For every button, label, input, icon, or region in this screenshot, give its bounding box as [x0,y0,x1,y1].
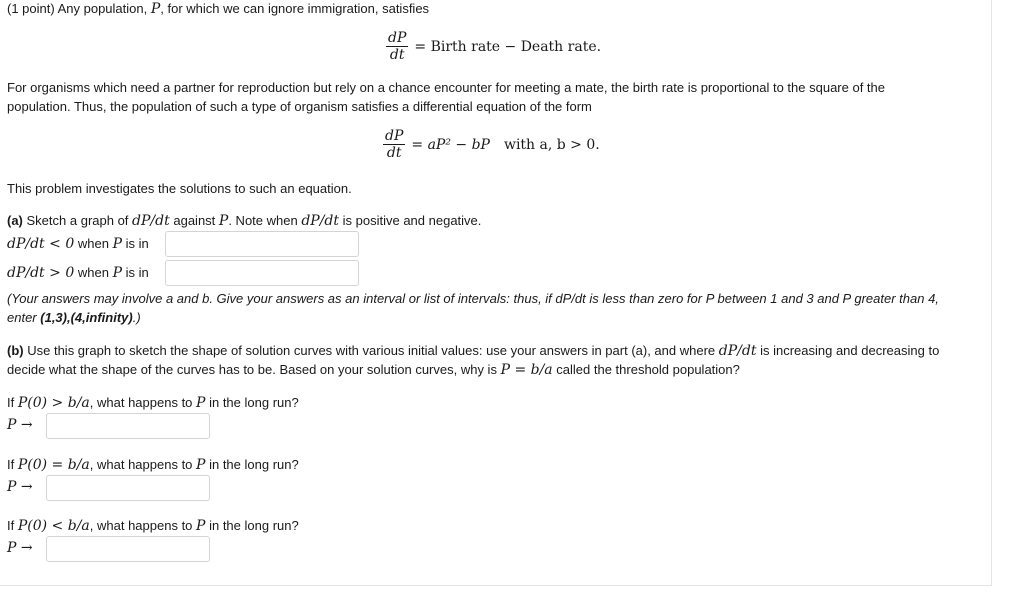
math-dp-dt: dP/dt [132,213,170,229]
instructions-note-line-2 [7,309,141,327]
positive-interval-input[interactable] [165,260,359,286]
question-text: is in [125,236,149,251]
fraction-denominator: dt [389,47,405,63]
var-p: P [196,457,206,473]
note-text: .) [132,310,141,325]
math-dp-dt: dP/dt [718,343,757,359]
var-p: P [196,395,206,411]
math-threshold: P = b/a [500,362,553,378]
var-p: P [218,213,229,229]
part-b-prompt-line-1 [7,342,939,360]
question-text: when [77,265,109,280]
fraction-numerator: dP [388,30,407,46]
question-text: , what happens to [89,395,193,410]
equation-rhs: = aP² − bP [411,136,490,153]
question-text: in the long run? [209,518,299,533]
fraction-denominator: dt [386,145,402,161]
question-text: If [7,518,15,533]
paragraph-line-2: population. Thus, the population of such a type of organism satisfies a differential equation of the form [7,99,592,114]
question-text: is in [125,265,149,280]
fraction-dp-dt [383,128,405,161]
long-run-input-at[interactable] [46,475,210,501]
math-condition: P(0) < b/a [17,518,90,534]
part-a-prompt [7,212,481,230]
math-dp-dt-negative: dP/dt < 0 [7,236,75,252]
limit-arrow-label: P → [7,540,33,556]
question-above-threshold [7,394,299,412]
var-p: P [112,236,122,252]
part-b-label: (b) [7,343,24,358]
long-run-input-below[interactable] [46,536,210,562]
equation-condition: with a, b > 0. [503,136,600,153]
var-p: P [196,518,206,534]
question-below-threshold [7,517,299,535]
question-text: in the long run? [209,457,299,472]
equation-logistic [383,128,600,161]
question-text: If [7,395,15,410]
note-example: (1,3),(4,infinity) [40,310,133,325]
limit-arrow-label: P → [7,479,33,495]
limit-arrow-label: P → [7,417,33,433]
math-condition: P(0) = b/a [17,457,90,473]
part-a-text: Sketch a graph of [26,213,129,228]
equation-rhs: = Birth rate − Death rate. [414,38,602,55]
negative-interval-input[interactable] [165,231,359,257]
math-dp-dt: dP/dt [301,213,340,229]
part-b-text: Use this graph to sketch the shape of solution curves with various initial values: use your answers in part (a), and where [27,343,716,358]
part-b-text: called the threshold population? [556,362,740,377]
part-a-label: (a) [7,213,23,228]
part-a-text: is positive and negative. [342,213,482,228]
paragraph-line-1: For organisms which need a partner for reproduction but rely on a chance encounter for meeting a mate, the birth rate is proportional to the square of the [7,80,885,95]
var-p: P [150,1,161,17]
long-run-input-above[interactable] [46,413,210,439]
math-condition: P(0) > b/a [17,395,90,411]
question-positive-label [7,264,149,282]
points-label: (1 point) [7,1,55,16]
question-text: , what happens to [89,457,193,472]
var-p: P [112,265,122,281]
question-text: If [7,457,15,472]
part-a-text: against [173,213,216,228]
note-text: enter [7,310,37,325]
question-at-threshold [7,456,299,474]
investigates-text: This problem investigates the solutions to such an equation. [7,181,352,196]
question-text: when [77,236,109,251]
part-a-text: . Note when [228,213,298,228]
instructions-note-line-1: (Your answers may involve a and b. Give your answers as an interval or list of intervals: thus, if dP/dt is less than zero for P between 1 and 3 and P greater than 4, [7,291,939,306]
math-dp-dt-positive: dP/dt > 0 [7,265,75,281]
question-text: in the long run? [209,395,299,410]
part-b-text: is increasing and decreasing to [760,343,940,358]
part-b-text: decide what the shape of the curves has to be. Based on your solution curves, why is [7,362,497,377]
equation-birth-death [386,30,601,63]
part-b-prompt-line-2 [7,361,740,379]
fraction-dp-dt [386,30,408,63]
intro-text: Any population, [57,1,148,16]
intro-line [7,0,429,18]
intro-text-2: , for which we can ignore immigration, satisfies [160,1,430,16]
question-text: , what happens to [89,518,193,533]
question-negative-label [7,235,149,253]
fraction-numerator: dP [385,128,404,144]
